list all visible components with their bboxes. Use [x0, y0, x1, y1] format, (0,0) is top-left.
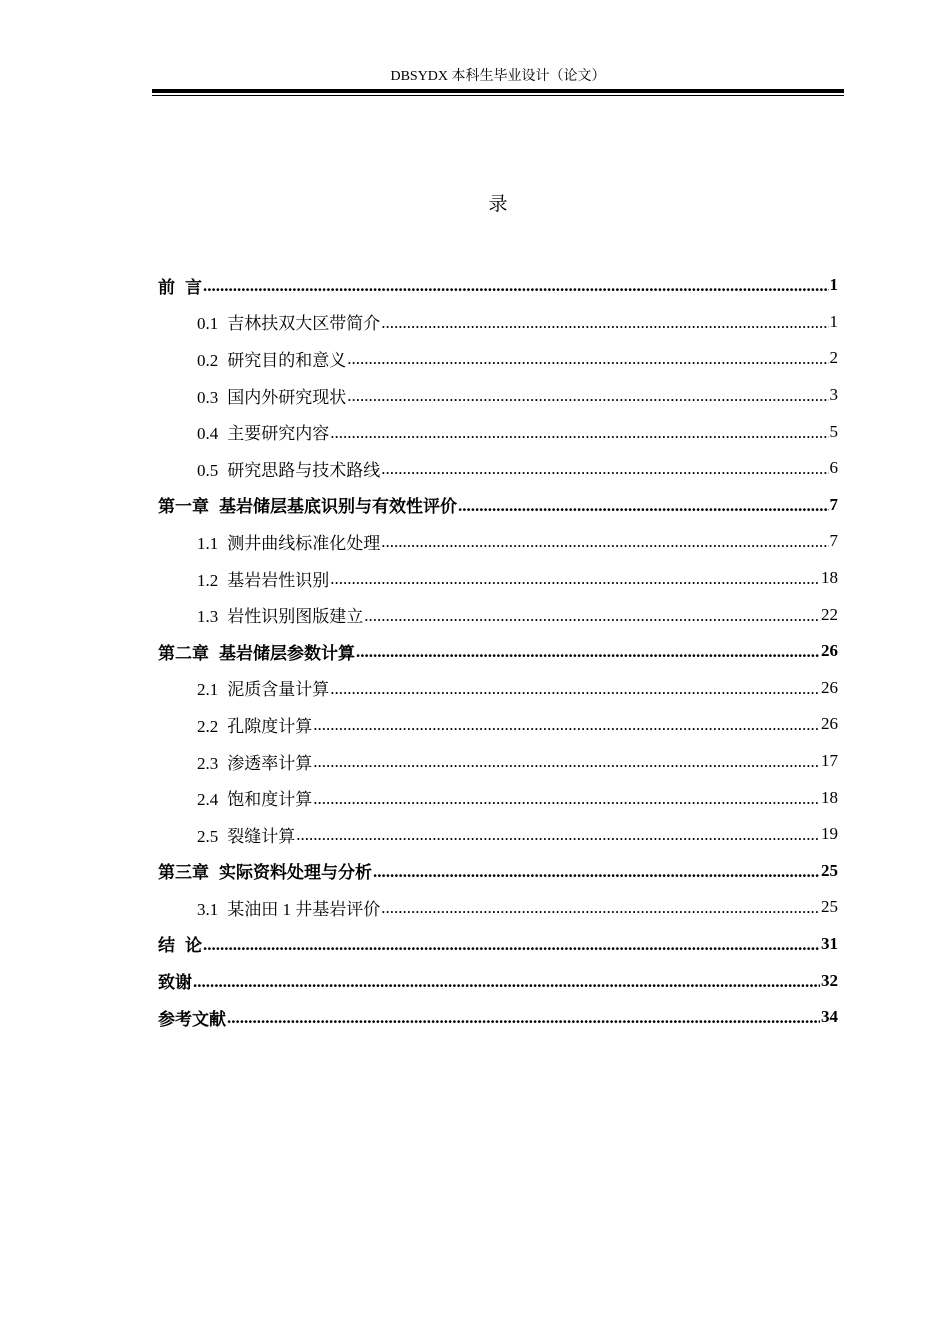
toc-title: 录	[488, 194, 508, 215]
toc-entry[interactable]	[158, 926, 838, 963]
header-rule-thin	[152, 95, 844, 96]
toc-entry-title: 实际资料处理与分析	[219, 863, 372, 883]
toc-entry-title: 研究目的和意义	[227, 350, 347, 370]
toc-dot-leader	[193, 972, 820, 992]
toc-page-number: 32	[821, 970, 838, 990]
toc-dot-leader	[313, 752, 820, 772]
toc-entry-label	[197, 712, 312, 737]
toc-dot-leader	[458, 496, 829, 516]
toc-entry-number: 结	[158, 936, 175, 956]
toc-page-number: 7	[829, 494, 838, 514]
toc-entry[interactable]	[158, 633, 838, 670]
toc-page-number: 17	[821, 751, 838, 771]
table-of-contents	[158, 267, 838, 1035]
toc-entry-number: 2.2	[197, 716, 219, 736]
toc-dot-leader	[373, 862, 820, 882]
toc-entry-number: 第二章	[158, 643, 209, 663]
toc-entry[interactable]	[158, 596, 838, 633]
toc-entry[interactable]	[158, 377, 838, 414]
toc-entry-label	[197, 602, 363, 627]
toc-entry-title: 裂缝计算	[227, 826, 296, 846]
toc-entry-number: 第一章	[158, 497, 209, 517]
toc-entry[interactable]	[158, 304, 838, 341]
toc-entry-label	[197, 822, 295, 847]
toc-page-number: 6	[829, 458, 838, 478]
toc-entry[interactable]	[158, 267, 838, 304]
toc-entry-title: 某油田 1 井基岩评价	[227, 899, 381, 919]
toc-entry-number: 1.2	[197, 570, 219, 590]
toc-page-number: 1	[829, 275, 838, 295]
toc-dot-leader	[330, 423, 828, 443]
toc-entry-label	[197, 895, 380, 920]
toc-entry-label	[158, 968, 192, 993]
toc-entry-label	[197, 675, 329, 700]
toc-dot-leader	[203, 276, 829, 296]
toc-entry-label	[197, 309, 380, 334]
toc-entry-title: 基岩岩性识别	[227, 570, 330, 590]
toc-entry-number: 2.3	[197, 753, 219, 773]
toc-dot-leader	[296, 825, 820, 845]
toc-page-number: 26	[821, 677, 838, 697]
toc-entry-label	[158, 931, 202, 956]
toc-entry-number: 0.2	[197, 350, 219, 370]
toc-dot-leader	[364, 606, 820, 626]
toc-page-number: 18	[821, 568, 838, 588]
toc-entry[interactable]	[158, 853, 838, 890]
toc-entry-number: 3.1	[197, 899, 219, 919]
toc-entry-title: 岩性识别图版建立	[227, 607, 364, 627]
toc-entry-title: 渗透率计算	[227, 753, 313, 773]
toc-dot-leader	[381, 459, 828, 479]
toc-page-number: 19	[821, 824, 838, 844]
toc-page-number: 3	[829, 385, 838, 405]
toc-entry-title: 基岩储层参数计算	[219, 643, 355, 663]
toc-entry-label	[197, 383, 346, 408]
toc-entry[interactable]	[158, 340, 838, 377]
toc-entry-title: 泥质含量计算	[227, 680, 330, 700]
toc-entry-label	[197, 529, 380, 554]
toc-entry-number: 0.5	[197, 460, 219, 480]
toc-entry-title: 参考文献	[158, 1009, 226, 1029]
toc-page-number: 26	[821, 641, 838, 661]
toc-entry[interactable]	[158, 670, 838, 707]
toc-entry-label	[158, 858, 372, 883]
toc-entry-title: 主要研究内容	[227, 424, 330, 444]
toc-entry-title: 吉林扶双大区带简介	[227, 314, 381, 334]
toc-page-number: 1	[829, 311, 838, 331]
toc-dot-leader	[381, 532, 828, 552]
toc-entry-label	[197, 566, 329, 591]
toc-entry[interactable]	[158, 560, 838, 597]
toc-entry-number: 2.5	[197, 826, 219, 846]
toc-page-number: 22	[821, 604, 838, 624]
toc-page-number: 18	[821, 787, 838, 807]
toc-dot-leader	[381, 313, 828, 333]
toc-dot-leader	[313, 789, 820, 809]
toc-entry-title: 国内外研究现状	[227, 387, 347, 407]
toc-entry[interactable]	[158, 413, 838, 450]
toc-page-number: 7	[829, 531, 838, 551]
toc-dot-leader	[227, 1008, 820, 1028]
toc-dot-leader	[313, 715, 820, 735]
toc-entry-label	[158, 273, 202, 298]
toc-dot-leader	[347, 386, 828, 406]
toc-entry-number: 第三章	[158, 863, 209, 883]
toc-dot-leader	[330, 569, 820, 589]
toc-entry-number: 2.4	[197, 790, 219, 810]
toc-entry-number: 前	[158, 277, 175, 297]
toc-entry[interactable]	[158, 743, 838, 780]
toc-entry-number: 0.3	[197, 387, 219, 407]
toc-entry[interactable]	[158, 450, 838, 487]
toc-entry[interactable]	[158, 889, 838, 926]
toc-entry-title: 论	[185, 936, 202, 956]
toc-dot-leader	[347, 349, 828, 369]
toc-page-number: 26	[821, 714, 838, 734]
toc-page-number: 25	[821, 897, 838, 917]
toc-dot-leader	[356, 642, 820, 662]
toc-entry-label	[197, 456, 380, 481]
toc-entry-label	[197, 785, 312, 810]
toc-page-number: 2	[829, 348, 838, 368]
toc-entry[interactable]	[158, 706, 838, 743]
toc-entry[interactable]	[158, 523, 838, 560]
toc-entry-title: 测井曲线标准化处理	[227, 533, 381, 553]
toc-entry[interactable]	[158, 816, 838, 853]
toc-entry-label	[197, 419, 329, 444]
toc-entry-label	[197, 346, 346, 371]
toc-page-number: 31	[821, 933, 838, 953]
toc-entry-title: 孔隙度计算	[227, 716, 313, 736]
toc-entry-title: 言	[185, 277, 202, 297]
toc-page-number: 25	[821, 860, 838, 880]
toc-entry-number: 1.1	[197, 533, 219, 553]
toc-entry-title: 致谢	[158, 973, 192, 993]
toc-entry[interactable]	[158, 999, 838, 1036]
page-header: DBSYDX 本科生毕业设计（论文）	[390, 69, 606, 84]
toc-entry-title: 基岩储层基底识别与有效性评价	[219, 497, 457, 517]
header-rule-thick	[152, 89, 844, 93]
toc-entry-number: 0.1	[197, 314, 219, 334]
toc-entry-label	[158, 1005, 226, 1030]
toc-entry[interactable]	[158, 779, 838, 816]
toc-entry[interactable]	[158, 487, 838, 524]
toc-entry-label	[158, 492, 457, 517]
toc-dot-leader	[330, 679, 820, 699]
toc-entry-number: 0.4	[197, 424, 219, 444]
toc-dot-leader	[203, 935, 820, 955]
toc-entry-label	[197, 749, 312, 774]
toc-entry-title: 研究思路与技术路线	[227, 460, 381, 480]
toc-entry-number: 1.3	[197, 607, 219, 627]
toc-entry[interactable]	[158, 962, 838, 999]
toc-entry-label	[158, 639, 355, 664]
toc-page-number: 34	[821, 1007, 838, 1027]
toc-dot-leader	[381, 898, 820, 918]
toc-page-number: 5	[829, 421, 838, 441]
toc-entry-number: 2.1	[197, 680, 219, 700]
toc-entry-title: 饱和度计算	[227, 790, 313, 810]
